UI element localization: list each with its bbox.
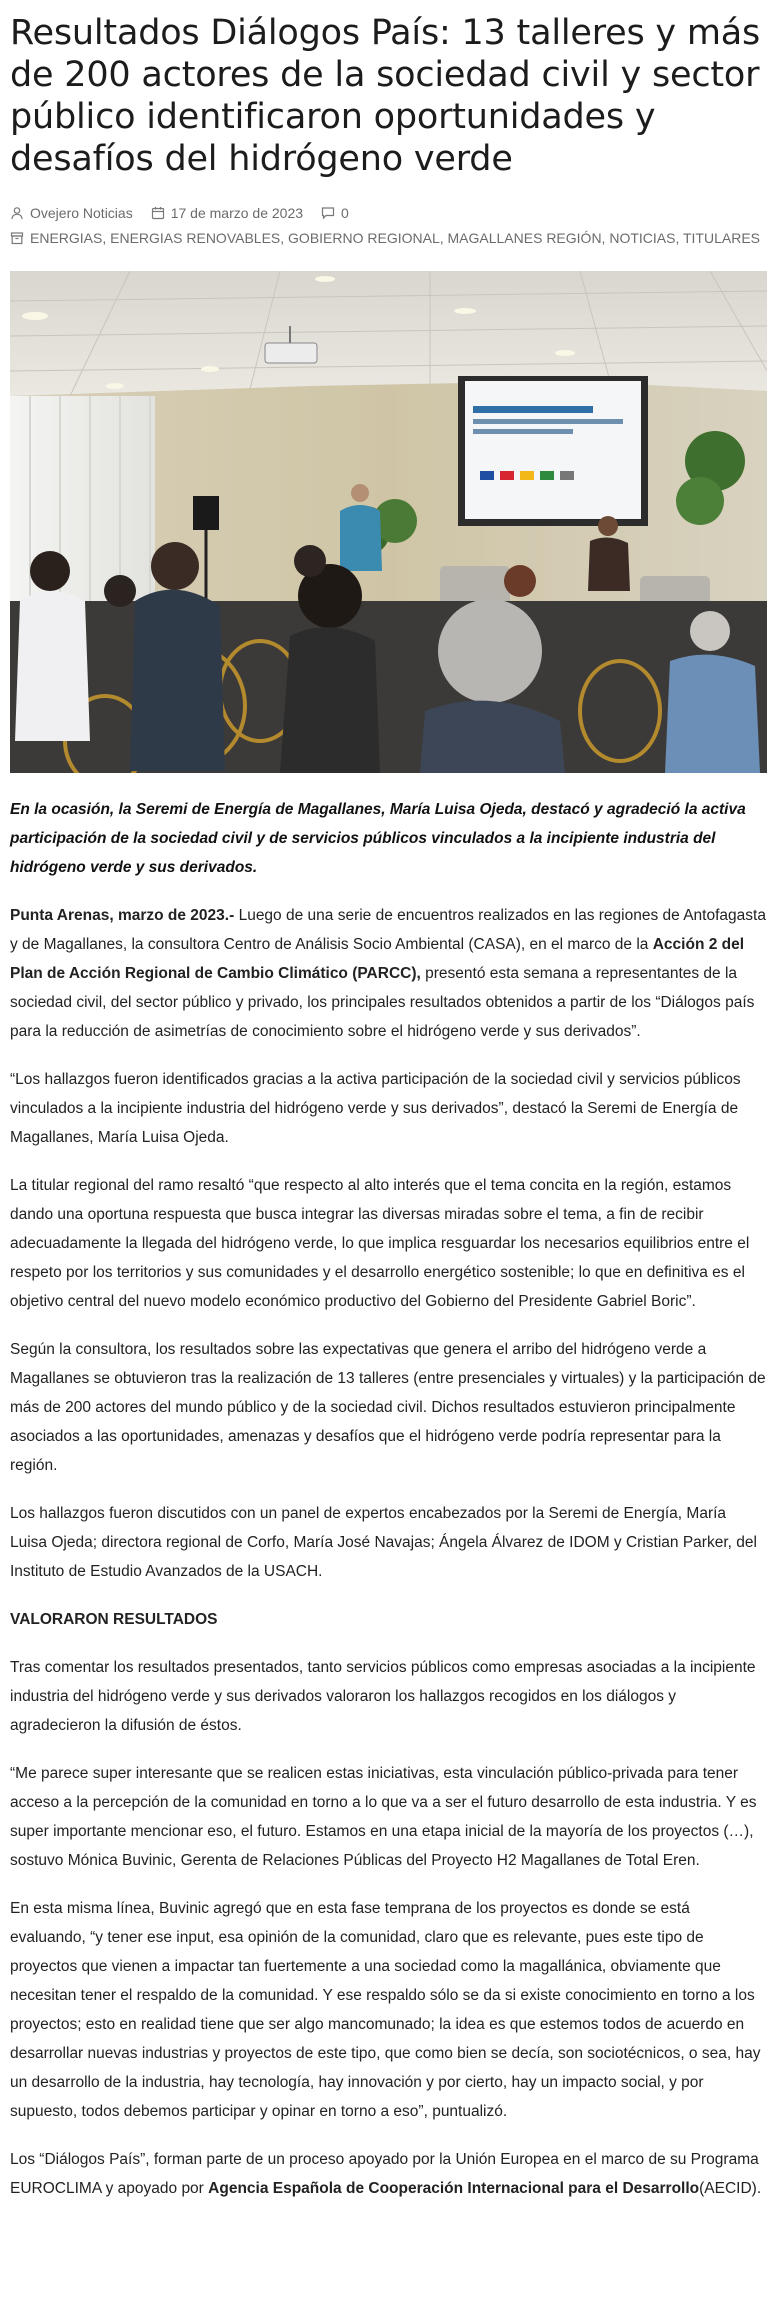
paragraph-4: Según la consultora, los resultados sobre las expectativas que genera el arribo del hidrógeno verde a Magallanes se obtuvieron tras la realización de 13 talleres (entre presenciales y virtuales) y la participación de más de 200 actores del mundo público y de la sociedad civil. Dichos resultados estuvieron principalmente asociados a las oportunidades, amenazas y desafíos que el hidrógeno verde podría representar para la región. [10, 1341, 766, 1474]
meta-row-categories [10, 229, 767, 247]
article-body [10, 795, 767, 2203]
paragraph-7: “Me parece super interesante que se realicen estas iniciativas, esta vinculación público-privada para tener acceso a la percepción de la comunidad en torno a lo que va a ser el futuro desarrollo de esta industria. Y es super importante mencionar eso, el futuro. Estamos en una etapa inicial de la mayoría de los proyectos (…), sostuvo Mónica Buvinic, Gerenta de Relaciones Públicas del Proyecto H2 Magallanes de Total Eren. [10, 1765, 757, 1869]
paragraph-8: En esta misma línea, Buvinic agregó que en esta fase temprana de los proyectos es donde se está evaluando, “y tener ese input, esa opinión de la comunidad, claro que es relevante, pues este tipo de proyectos que vienen a impactar tan fuertemente a una sociedad como la magallánica, obviamente que necesitan tener el respaldo de la comunidad. Y ese respaldo sólo se da si existe conocimiento en torno a los proyectos; esto en realidad tiene que ser algo mancomunado; la idea es que estemos todos de acuerdo en desarrollar nuevas industrias y proyectos de este tipo, que como bien se decía, son sociotécnicos, o sea, hay un desarrollo de la industria, hay tecnología, hay innovación y por cierto, hay un impacto social, y por supuesto, todos debemos participar y opinar en torno a eso”, puntualizó. [10, 1900, 761, 2120]
meta-row-primary [10, 204, 767, 222]
author-name: Ovejero Noticias [30, 205, 133, 221]
date-link[interactable] [151, 204, 303, 222]
paragraph-5: Los hallazgos fueron discutidos con un panel de expertos encabezados por la Seremi de Energía, María Luisa Ojeda; directora regional de Corfo, María José Navajas; Ángela Álvarez de IDOM y Cristian Parker, del Instituto de Estudio Avanzados de la USACH. [10, 1505, 757, 1580]
category-links[interactable]: ENERGIAS, ENERGIAS RENOVABLES, GOBIERNO REGIONAL, MAGALLANES REGIÓN, NOTICIAS, TITULARES [30, 230, 760, 246]
publish-date: 17 de marzo de 2023 [170, 205, 304, 221]
dateline: Punta Arenas, marzo de 2023.- [10, 907, 235, 924]
paragraph-1: Punta Arenas, marzo de 2023.- Luego de una serie de encuentros realizados en las regiones de Antofagasta y de Magallanes, la consultora Centro de Análisis Socio Ambiental (CASA), en el marco de la Acción 2 del Plan de Acción Regional de Cambio Climático (PARCC), presentó esta semana a representantes de la sociedad civil, del sector público y privado, los principales resultados obtenidos a partir de los “Diálogos país para la reducción de asimetrías de conocimiento sobre el hidrógeno verde y sus derivados”. [10, 907, 766, 1040]
comment-count: 0 [341, 205, 349, 221]
aecid-reference: Agencia Española de Cooperación Internacional para el Desarrollo [208, 2180, 700, 2197]
comments-link[interactable] [321, 204, 349, 222]
hero-image [10, 271, 767, 773]
workshop-photo [10, 271, 767, 773]
paragraph-3: La titular regional del ramo resaltó “que respecto al alto interés que el tema concita en la región, estamos dando una oportuna respuesta que busca integrar las diversas miradas sobre el tema, a fin de recibir adecuadamente la llegada del hidrógeno verde, lo que implica resguardar los necesarios equilibrios entre el respeto por los territorios y sus comunidades y el desarrollo energético sostenible; lo que en definitiva es el objetivo central del nuevo modelo económico productivo del Gobierno del Presidente Gabriel Boric”. [10, 1177, 750, 1310]
section-subhead: VALORARON RESULTADOS [10, 1611, 218, 1628]
paragraph-9: Los “Diálogos País”, forman parte de un proceso apoyado por la Unión Europea en el marco de su Programa EUROCLIMA y apoyado por Agencia Española de Cooperación Internacional para el Desarrollo(AECID). [10, 2151, 762, 2197]
parcc-reference: Acción 2 del Plan de Acción Regional de Cambio Climático (PARCC), [10, 936, 745, 982]
calendar-icon [151, 206, 165, 220]
article-title: Resultados Diálogos País: 13 talleres y más de 200 actores de la sociedad civil y sector público identificaron oportunidades y desafíos del hidrógeno verde [10, 13, 761, 179]
categories [10, 229, 760, 247]
folder-icon [10, 231, 24, 245]
paragraph-6: Tras comentar los resultados presentados, tanto servicios públicos como empresas asociadas a la incipiente industria del hidrógeno verde y sus derivados valoraron los hallazgos recogidos en los diálogos y agradecieron la difusión de éstos. [10, 1659, 756, 1734]
user-icon [10, 206, 24, 220]
paragraph-2: “Los hallazgos fueron identificados gracias a la activa participación de la sociedad civil y servicios públicos vinculados a la incipiente industria del hidrógeno verde y sus derivados”, destacó la Seremi de Energía de Magallanes, María Luisa Ojeda. [10, 1071, 741, 1146]
article-meta [10, 204, 767, 247]
author-link[interactable] [10, 204, 133, 222]
lead-paragraph: En la ocasión, la Seremi de Energía de Magallanes, María Luisa Ojeda, destacó y agradeció la activa participación de la sociedad civil y de servicios públicos vinculados a la incipiente industria del hidrógeno verde y sus derivados. [10, 801, 746, 876]
comment-icon [321, 206, 335, 220]
